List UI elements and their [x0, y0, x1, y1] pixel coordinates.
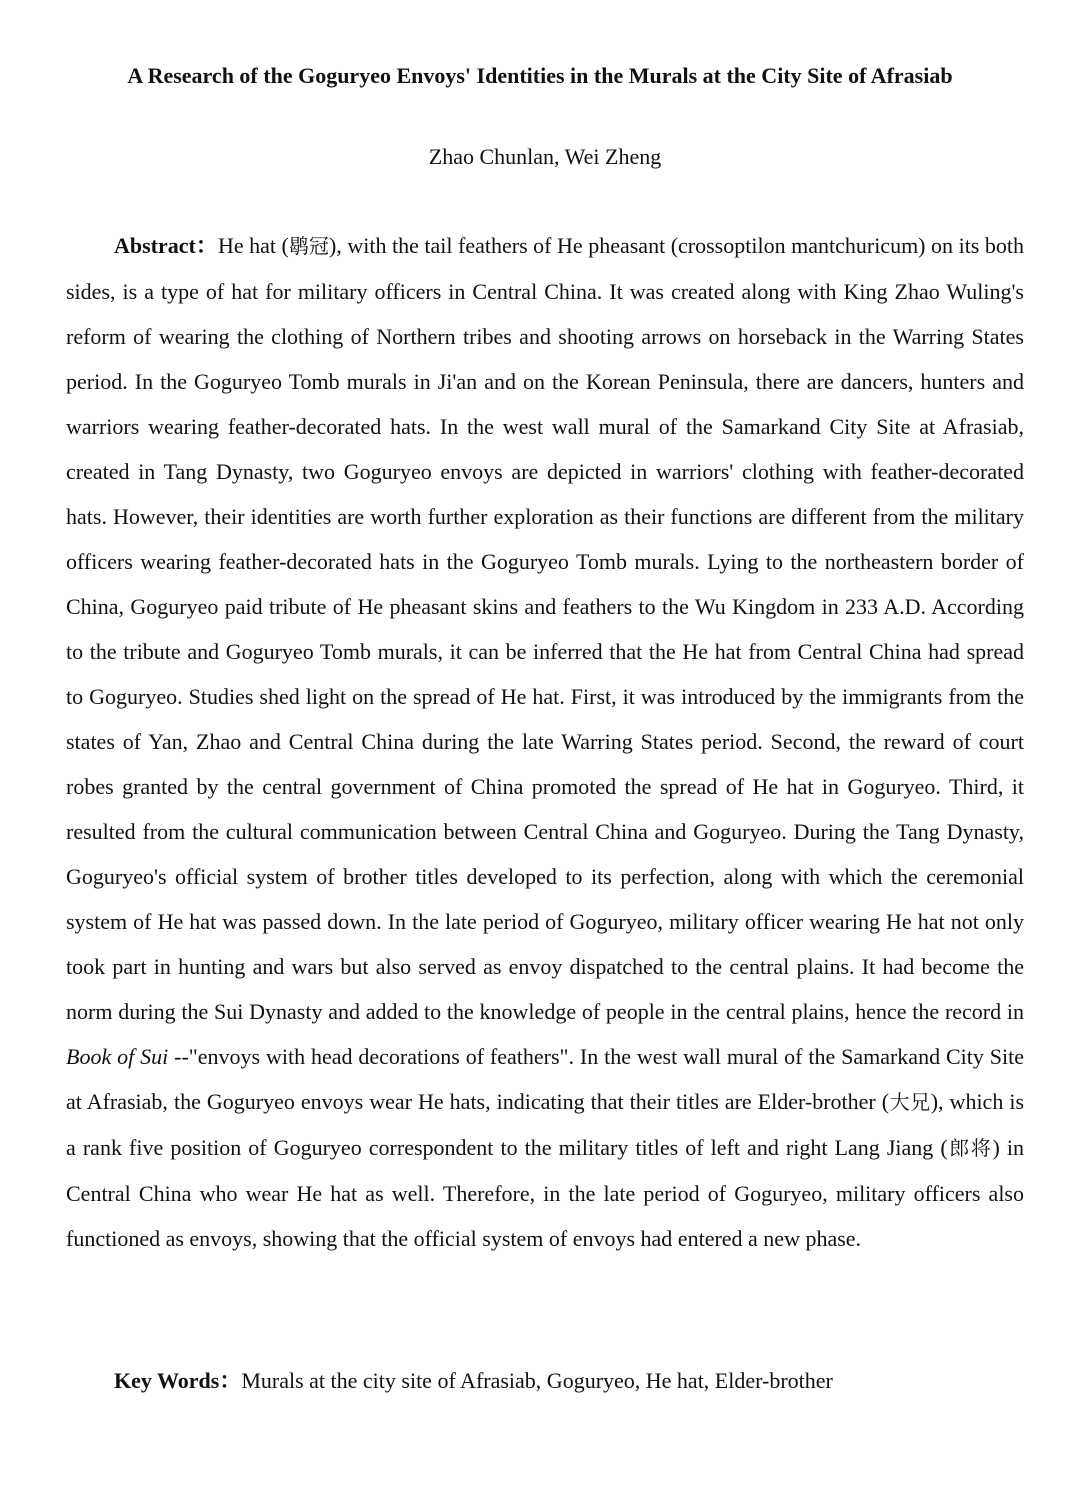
- paper-title: A Research of the Goguryeo Envoys' Identities in the Murals at the City Site of Afrasiab: [127, 63, 953, 88]
- abstract-label: Abstract：: [114, 233, 218, 258]
- author-line: Zhao Chunlan, Wei Zheng: [428, 144, 662, 169]
- abstract-cjk-lang-jiang: 郎将: [947, 1136, 993, 1160]
- book-title-reference: Book of Sui: [66, 1044, 169, 1069]
- abstract-cjk-elder-brother: 大兄: [889, 1090, 931, 1114]
- abstract-cjk-he-hat: 鹖冠: [288, 234, 329, 258]
- keywords-text: Murals at the city site of Afrasiab, Goguryeo, He hat, Elder-brother: [241, 1368, 833, 1393]
- abstract-paragraph: [66, 223, 1024, 1261]
- keywords-line: [66, 1358, 1024, 1403]
- abstract-text-part-1: He hat (: [217, 233, 289, 258]
- abstract-text-part-4: ), which is a rank five position of Goguryeo correspondent to the military titles of left and right Lang Jiang (: [66, 1089, 1025, 1160]
- abstract-text-part-2: ), with the tail feathers of He pheasant (crossoptilon mantchuricum) on its both sides, is a type of hat for military officers in Central China. It was created along with King Zhao Wuling's reform of wearing the clothing of Northern tribes and shooting arrows on horseback in the Warring States period. In the Goguryeo Tomb murals in Ji'an and on the Korean Peninsula, there are dancers, hunters and warriors wearing feather-decorated hats. In the west wall mural of the Samarkand City Site at Afrasiab, created in Tang Dynasty, two Goguryeo envoys are depicted in warriors' clothing with feather-decorated hats. However, their identities are worth further exploration as their functions are different from the military officers wearing feather-decorated hats in the Goguryeo Tomb murals. Lying to the northeastern border of China, Goguryeo paid tribute of He pheasant skins and feathers to the Wu Kingdom in 233 A.D. According to the tribute and Goguryeo Tomb murals, it can be inferred that the He hat from Central China had spread to Goguryeo. Studies shed light on the spread of He hat. First, it was introduced by the immigrants from the states of Yan, Zhao and Central China during the late Warring States period. Second, the reward of court robes granted by the central government of China promoted the spread of He hat in Goguryeo. Third, it resulted from the cultural communication between Central China and Goguryeo. During the Tang Dynasty, Goguryeo's official system of brother titles developed to its perfection, along with which the ceremonial system of He hat was passed down. In the late period of Goguryeo, military officer wearing He hat not only took part in hunting and wars but also served as envoy dispatched to the central plains. It had become the norm during the Sui Dynasty and added to the knowledge of people in the central plains, hence the record in: [66, 233, 1025, 1024]
- abstract-text-part-3: --"envoys with head decorations of feathers". In the west wall mural of the Samarkand City Site at Afrasiab, the Goguryeo envoys wear He hats, indicating that their titles are Elder-brother (: [66, 1044, 1024, 1114]
- abstract-text-part-5: ) in Central China who wear He hat as well. Therefore, in the late period of Goguryeo, military officers also functioned as envoys, showing that the official system of envoys had entered a new phase.: [66, 1135, 1024, 1251]
- keywords-label: Key Words：: [114, 1368, 242, 1393]
